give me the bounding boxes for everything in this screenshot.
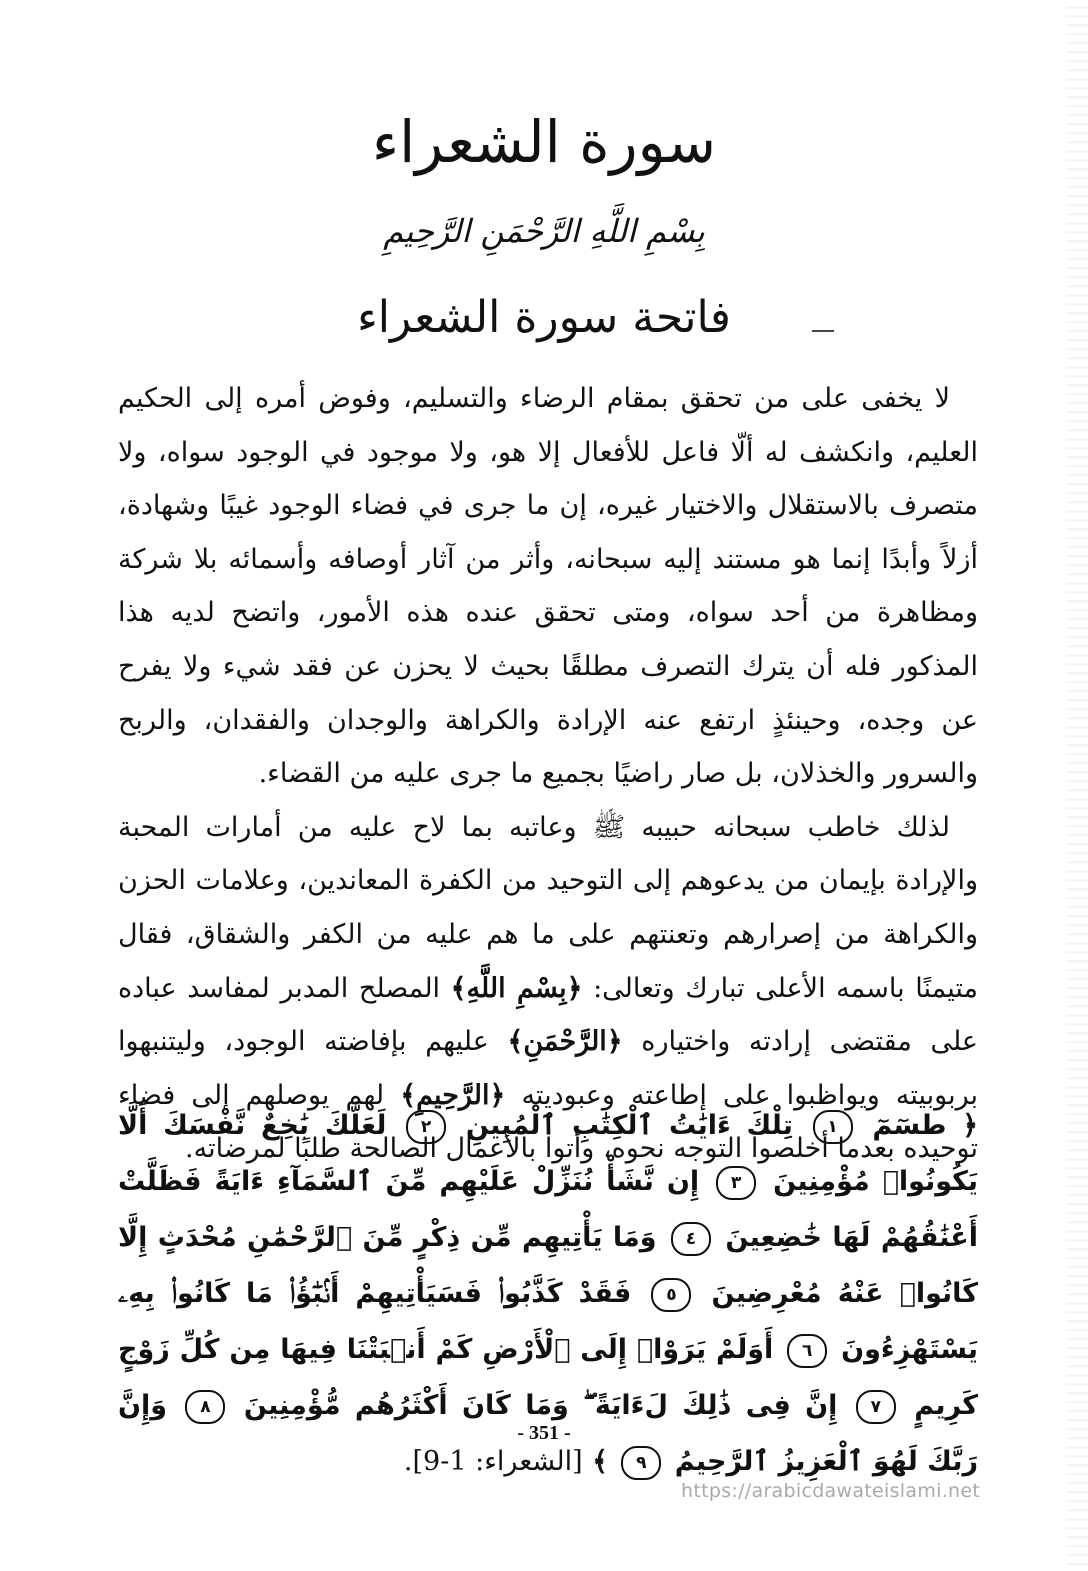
paragraph-2d-text: لهم يوصلهم إلى فضاء توحيده بعدما أخلصوا التوجه نحوه، وأتوا بالأعمال الصالحة طلبًا لمرضاته.: [118, 1079, 978, 1165]
ayah-number-9: ٩: [621, 1446, 661, 1480]
ayah-number-5: ٥: [651, 1278, 691, 1312]
ayah-number-1: ١: [813, 1110, 853, 1144]
basmala-calligraphy: بِسْمِ اللَّهِ الرَّحْمَنِ الرَّحِيمِ: [383, 212, 705, 250]
ayah-number-7: ٧: [856, 1390, 896, 1424]
verse-close-bracket: ﴾: [592, 1446, 608, 1477]
source-watermark: https://arabicdawateislami.net: [681, 1480, 981, 1502]
page-number: - 351 -: [517, 1422, 571, 1444]
bismillah-quote: ﴿بِسْمِ اللَّهِ﴾: [450, 972, 583, 1004]
ayah-8: إِنَّ فِى ذَٰلِكَ لَءَايَةً ۖ وَمَا كَانَ أَكْثَرُهُم مُّؤْمِنِينَ: [243, 1390, 838, 1421]
ayah-7: أَوَلَمْ يَرَوْا۟ إِلَى ٱلْأَرْضِ كَمْ أَنۢبَتْنَا فِيهَا مِن كُلِّ زَوْجٍ كَرِيمٍ: [118, 1334, 979, 1421]
rahim-quote: ﴿الرَّحِيمِ﴾: [400, 1079, 506, 1111]
ayah-number-8: ٨: [185, 1390, 225, 1424]
ayah-9: وَإِنَّ رَبَّكَ لَهُوَ ٱلْعَزِيزُ ٱلرَّحِيمُ: [118, 1390, 978, 1477]
paragraph-2c-text: عليهم بإفاضته الوجود، وليتنبهوا بربوبيته ويواظبوا على إطاعته وعبوديته: [118, 1026, 978, 1111]
ayah-4: إِن نَّشَأْ نُنَزِّلْ عَلَيْهِم مِّنَ ٱلسَّمَآءِ ءَايَةً فَظَلَّتْ أَعْنَٰقُهُمْ لَهَا خَٰضِعِينَ: [118, 1166, 978, 1253]
ayah-5: وَمَا يَأْتِيهِم مِّن ذِكْرٍ مِّنَ ٱلرَّحْمَٰنِ مُحْدَثٍ إِلَّا كَانُوا۟ عَنْهُ مُعْرِضِينَ: [118, 1222, 978, 1309]
rahman-quote: ﴿الرَّحْمَنِ﴾: [507, 1026, 623, 1058]
surah-title: سورة الشعراء: [371, 108, 717, 176]
ayah-number-4: ٤: [671, 1222, 711, 1256]
verse-open-bracket: ﴿: [962, 1110, 979, 1141]
section-heading: فاتحة سورة الشعراء: [357, 292, 731, 343]
paragraph-1: لا يخفى على من تحقق بمقام الرضاء والتسليم، وفوض أمره إلى الحكيم العليم، وانكشف له ألّا فاعل للأفعال إلا هو، ولا موجود في الوجود سواه، ولا متصرف بالاستقلال والاختيار غيره، إن ما جرى في فضاء الوجود غيبًا وشهادة، أزلاً وأبدًا إنما هو مستند إليه سبحانه، وأثر من آثار أوصافه وأسمائه بلا شركة ومظاهرة من أحد سواه، ومتى تحقق عنده هذه الأمور، واتضح لديه هذا المذكور فله أن يترك التصرف مطلقًا بحيث لا يحزن عن فقد شيء ولا يفرح عن وجده، وحينئذٍ ارتفع عنه الإرادة والكراهة والوجدان والفقدان، والربح والسرور والخذلان، بل صار راضيًا بجميع ما جرى عليه من القضاء.: [118, 383, 978, 790]
ayah-2: تِلْكَ ءَايَٰتُ ٱلْكِتَٰبِ ٱلْمُبِينِ: [465, 1110, 793, 1141]
ayah-number-3: ٣: [716, 1166, 756, 1200]
ayah-number-6: ٦: [787, 1334, 827, 1368]
verse-citation: [الشعراء: 1-9].: [403, 1446, 583, 1477]
ayah-number-2: ٢: [406, 1110, 446, 1144]
ayah-6: فَقَدْ كَذَّبُوا۟ فَسَيَأْتِيهِمْ أَنۢبَٰٓؤُا۟ مَا كَانُوا۟ بِهِۦ يَسْتَهْزِءُونَ: [118, 1278, 978, 1365]
paragraph-2b-text: المصلح المدبر لمفاسد عباده على مقتضى إرادته واختياره: [118, 972, 979, 1058]
heading-dash-mark: [812, 330, 834, 332]
ayah-3: لَعَلَّكَ بَٰخِعٌ نَّفْسَكَ أَلَّا يَكُونُوا۟ مُؤْمِنِينَ: [118, 1110, 978, 1197]
commentary-body: [118, 372, 978, 1176]
paragraph-2-text: لذلك خاطب سبحانه حبيبه ﷺ وعاتبه بما لاح عليه من أمارات المحبة والإرادة بإيمان من يدعوهم إلى التوحيد من الكفرة المعاندين، وعلامات الحزن والكراهة من إصرارهم وتعنتهم على ما هم عليه من الكفر والشقاق، فقال متيمنًا باسمه الأعلى تبارك وتعالى:: [118, 811, 978, 1004]
ayah-1: طسٓمٓ: [872, 1110, 947, 1141]
